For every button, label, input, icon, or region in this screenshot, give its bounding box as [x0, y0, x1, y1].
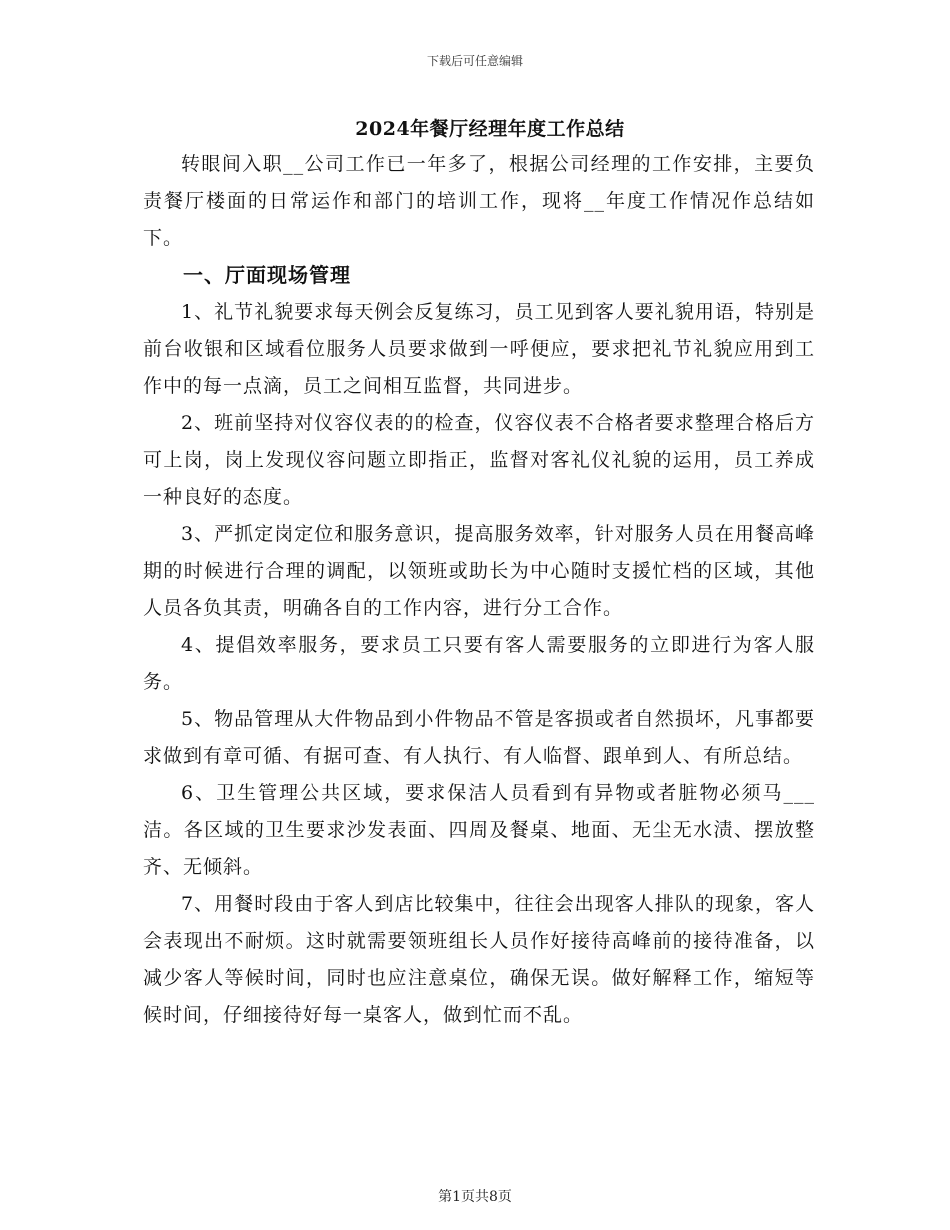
- body-paragraph: 4、提倡效率服务，要求员工只要有客人需要服务的立即进行为客人服务。: [143, 634, 815, 693]
- body-paragraph: 5、物品管理从大件物品到小件物品不管是客损或者自然损坏，凡事都要求做到有章可循、有据可查、有人执行、有人临督、跟单到人、有所总结。: [143, 708, 815, 767]
- intro-paragraph: 转眼间入职__公司工作已一年多了，根据公司经理的工作安排，主要负责餐厅楼面的日常运作和部门的培训工作，现将__年度工作情况作总结如下。: [143, 153, 815, 249]
- header-note: 下载后可任意编辑: [426, 54, 523, 68]
- body-paragraph: 2、班前坚持对仪容仪表的的检查，仪容仪表不合格者要求整理合格后方可上岗，岗上发现仪容问题立即指正，监督对客礼仪礼貌的运用，员工养成一种良好的态度。: [143, 412, 815, 508]
- document-body: [143, 146, 815, 1034]
- body-paragraph: 6、卫生管理公共区域，要求保洁人员看到有异物或者脏物必须马___洁。各区域的卫生要求沙发表面、四周及餐桌、地面、无尘无水渍、摆放整齐、无倾斜。: [143, 782, 815, 878]
- body-paragraph: 7、用餐时段由于客人到店比较集中，往往会出现客人排队的现象，客人会表现出不耐烦。这时就需要领班组长人员作好接待高峰前的接待准备，以减少客人等候时间，同时也应注意桌位，确保无误。做好解释工作，缩短等候时间，仔细接待好每一桌客人，做到忙而不乱。: [143, 893, 815, 1026]
- section-heading: 一、厅面现场管理: [183, 263, 351, 287]
- body-paragraph: 3、严抓定岗定位和服务意识，提高服务效率，针对服务人员在用餐高峰期的时候进行合理的调配，以领班或助长为中心随时支援忙档的区域，其他人员各负其责，明确各自的工作内容，进行分工合作。: [143, 523, 815, 619]
- body-paragraph: 1、礼节礼貌要求每天例会反复练习，员工见到客人要礼貌用语，特别是前台收银和区域看位服务人员要求做到一呼便应，要求把礼节礼貌应用到工作中的每一点滴，员工之间相互监督，共同进步。: [143, 301, 815, 397]
- document-title: 2024年餐厅经理年度工作总结: [355, 118, 625, 140]
- page-number: 第1页共8页: [438, 1189, 512, 1205]
